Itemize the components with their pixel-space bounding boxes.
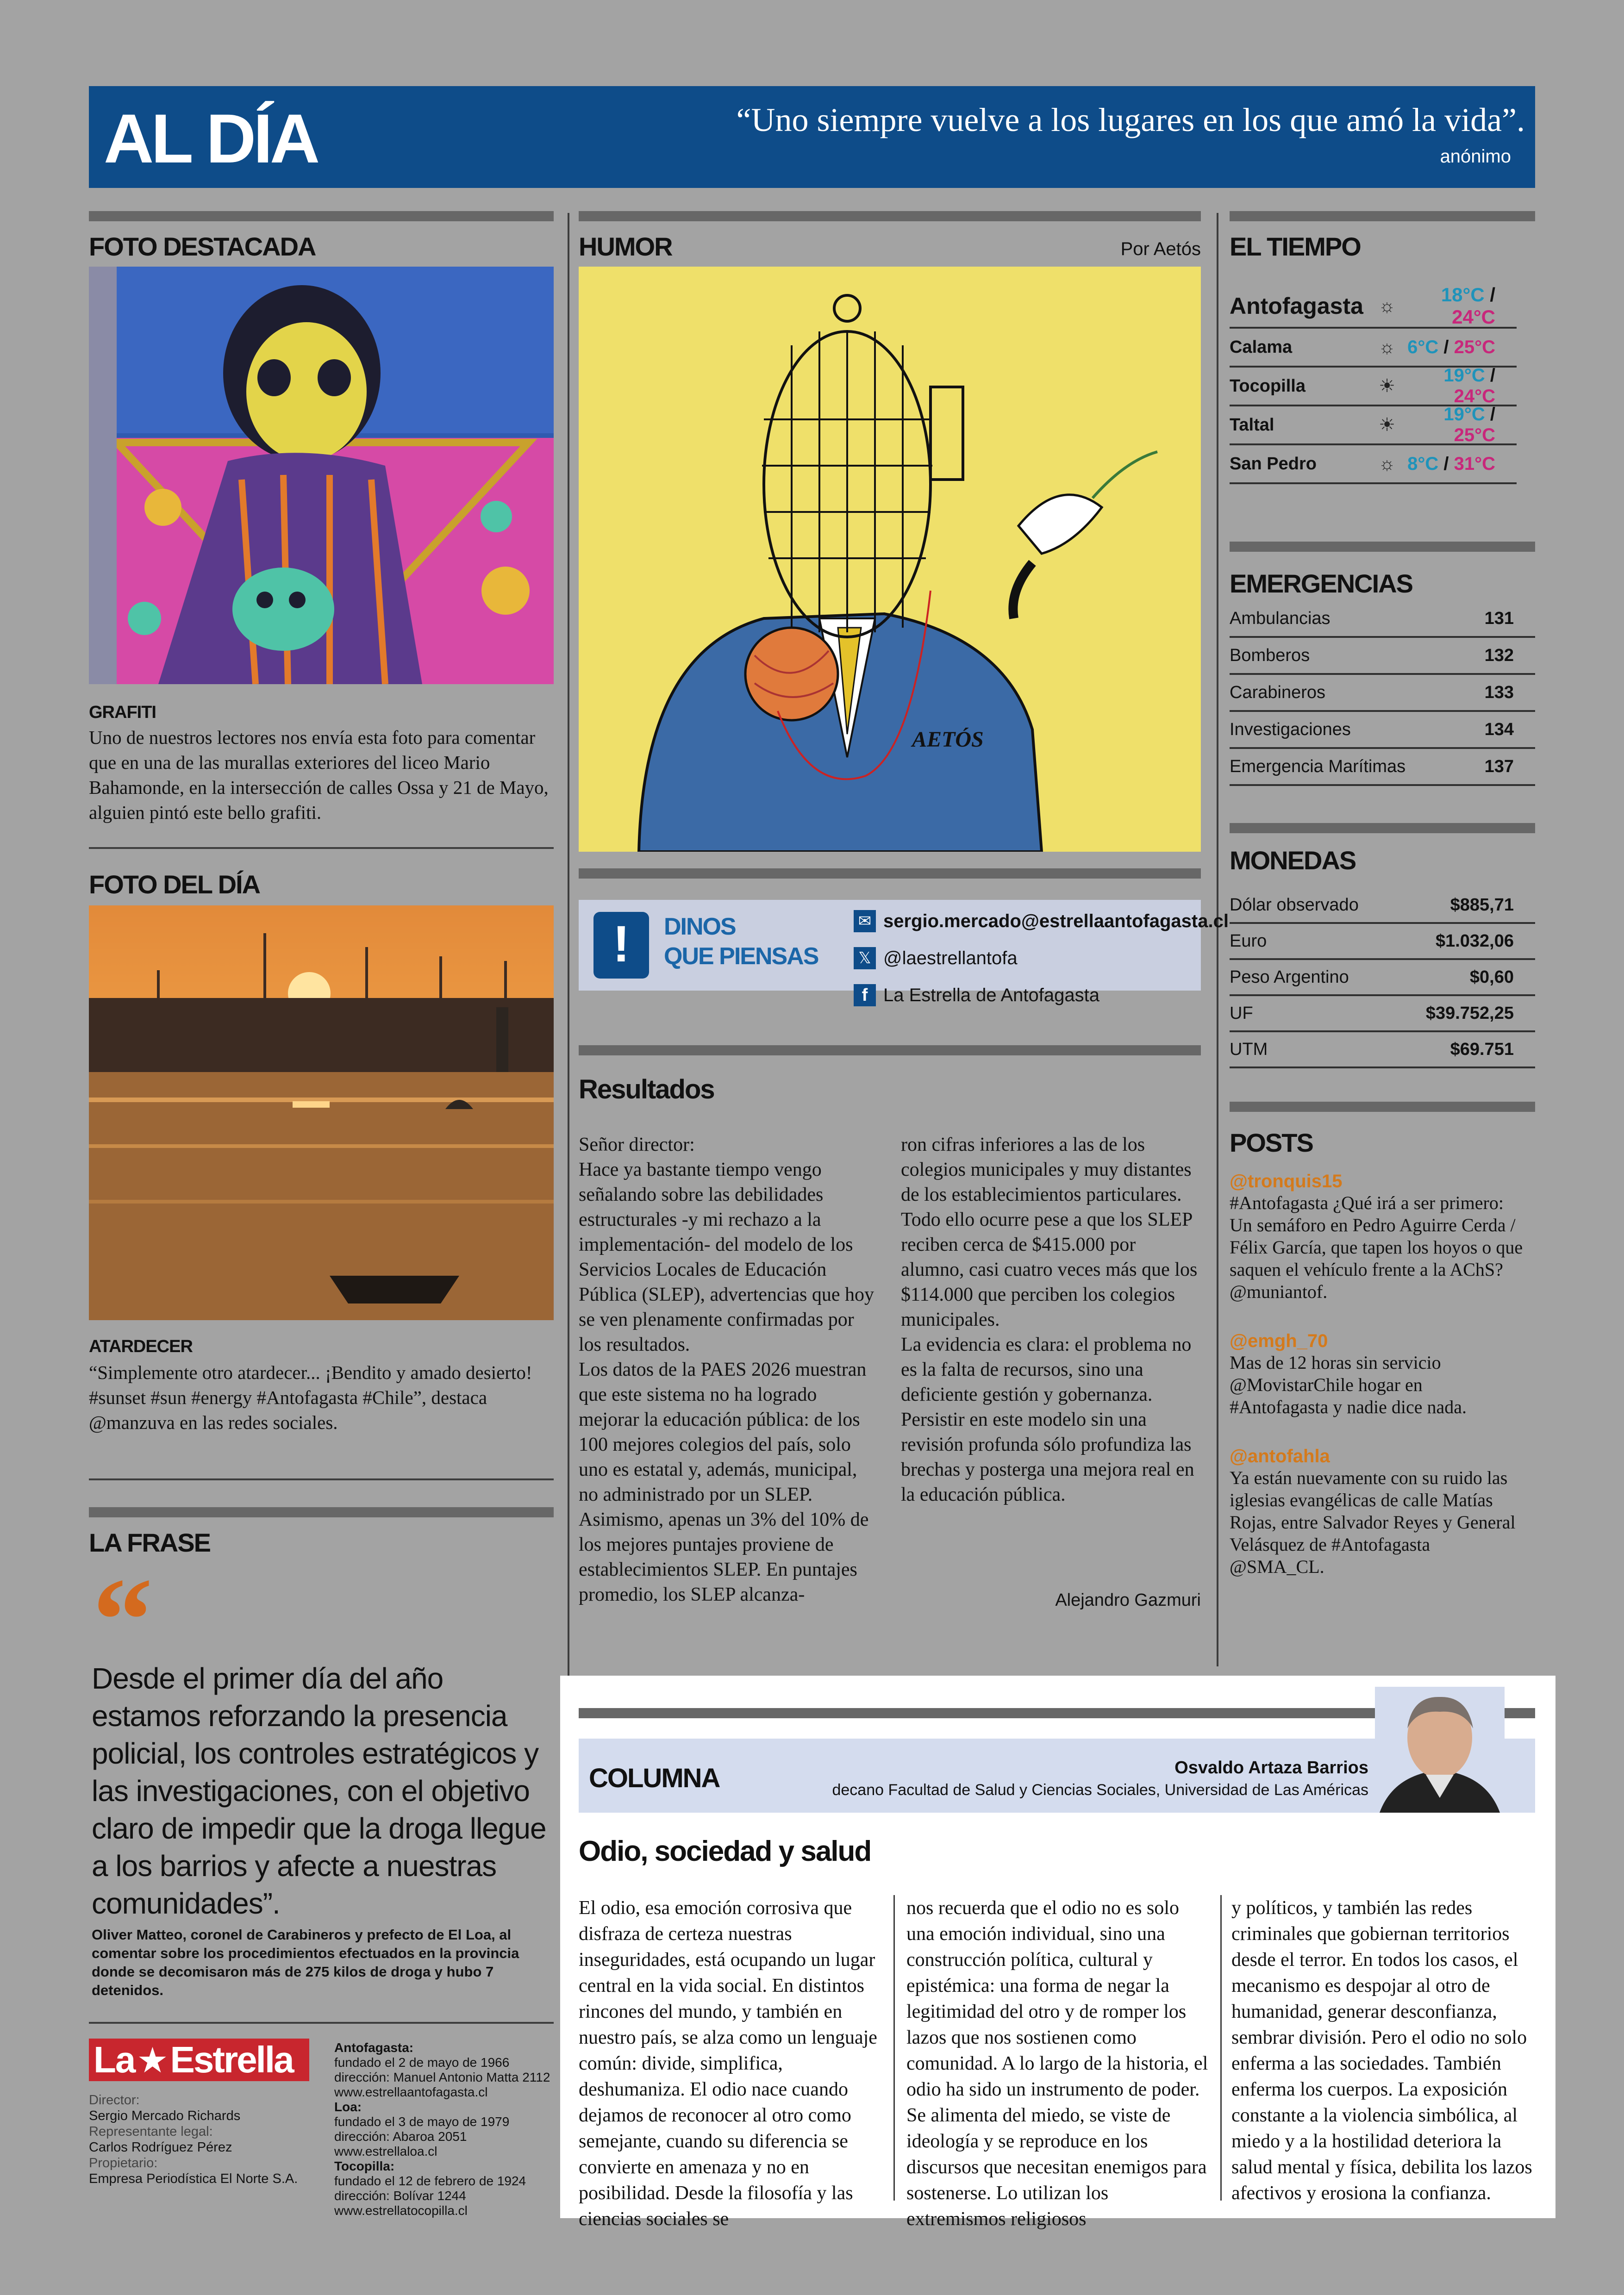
humor-signature: AETÓS (912, 727, 984, 752)
partly-cloudy-icon: ☀ (1379, 415, 1395, 435)
tiempo-row: Antofagasta ☼ 18°C / 24°C (1230, 285, 1517, 329)
dinos-x[interactable]: 𝕏 @laestrellantofa (854, 945, 1229, 971)
post-handle[interactable]: @emgh_70 (1230, 1331, 1328, 1351)
emergencia-row: Carabineros 133 (1230, 675, 1535, 712)
header-quote-author: anónimo (1440, 146, 1511, 167)
tiempo-row: Tocopilla ☀ 19°C / 24°C (1230, 368, 1517, 406)
grafiti-caption-title: GRAFITI (89, 703, 156, 722)
mail-icon: ✉ (854, 910, 876, 932)
sun-icon: ☼ (1378, 337, 1396, 357)
masthead-editions: Antofagasta: fundado el 2 de mayo de 1966 dirección: Manuel Antonio Matta 2112 www.estrellaantofagasta.cl Loa: fundado el 3 de mayo de 1979 dirección: Abaroa 2051 www.estrellaloa.cl Tocopilla: fundado el 12 de febrero de 1924 dirección: Bolívar 1244 www.estrellatocopilla.cl (334, 2040, 550, 2218)
posts-list (1230, 1171, 1526, 1578)
columna-col-3: y políticos, y también las redes criminales que gobiernan territorios desde el terror. En todos los casos, el mecanismo es despojar al otro de humanidad, generar desconfianza, sembrar división. Pero el odio no solo enferma a las sociedades. También enferma los cuerpos. La exposición constante a la violencia simbólica, al miedo y a la hostilidad deteriora la salud mental y física, debilita los lazos afectivos y erosiona la confianza. (1231, 1897, 1532, 2204)
humor-heading: HUMOR (579, 232, 672, 261)
masthead-credits: Director: Sergio Mercado Richards Representante legal: Carlos Rodríguez Pérez Propietario: Empresa Periodística El Norte S.A. (89, 2093, 298, 2186)
humor-byline: Por Aetós (1120, 239, 1201, 259)
quote-mark-icon: “ (93, 1553, 153, 1687)
x-icon: 𝕏 (854, 947, 876, 969)
post-handle[interactable]: @antofahla (1230, 1446, 1330, 1466)
post-handle[interactable]: @tronquis15 (1230, 1171, 1343, 1191)
moneda-row: Peso Argentino $0,60 (1230, 960, 1535, 996)
facebook-icon: f (854, 984, 876, 1006)
atardecer-photo (89, 905, 554, 1320)
resultados-author: Alejandro Gazmuri (1055, 1590, 1201, 1610)
columna-role: decano Facultad de Salud y Ciencias Sociales, Universidad de Las Américas (832, 1781, 1368, 1799)
star-icon: ★ (137, 2040, 169, 2080)
columna-label: COLUMNA (589, 1763, 720, 1793)
dinos-email[interactable]: ✉ sergio.mercado@estrellaantofagasta.cl (854, 908, 1229, 934)
section-title: AL DÍA (104, 100, 318, 177)
post-item: @emgh_70 Mas de 12 horas sin servicio @MovistarChile hogar en #Antofagasta y nadie dice nada. (1230, 1331, 1526, 1418)
foto-del-dia-heading: FOTO DEL DÍA (89, 870, 260, 899)
post-item: @antofahla Ya están nuevamente con su ruido las iglesias evangélicas de calle Matías Rojas, entre Salvador Reyes y General Velásquez de #Antofagasta @SMA_CL. (1230, 1446, 1526, 1578)
emergencia-row: Ambulancias 131 (1230, 601, 1535, 638)
logo-estrella: Estrella (170, 2039, 293, 2080)
columnist-photo (1375, 1687, 1505, 1813)
estrella-logo (89, 2039, 309, 2081)
sun-icon: ☼ (1378, 295, 1396, 316)
atardecer-caption: “Simplemente otro atardecer... ¡Bendito y amado desierto! #sunset #sun #energy #Antofagasta #Chile”, destaca @manzuva en las redes sociales. (89, 1362, 532, 1433)
tiempo-table (1230, 285, 1517, 489)
dinos-title-1: DINOS (664, 913, 736, 940)
tiempo-row: Calama ☼ 6°C / 25°C (1230, 329, 1517, 368)
grafiti-photo (89, 267, 554, 684)
resultados-col-2: ron cifras inferiores a las de los colegios municipales y muy distantes de los establecimientos particulares. Todo ello ocurre pese a que los SLEP reciben cerca de $415.000 por alumno, casi cuatro veces más que los $114.000 que perciben los colegios municipales. La evidencia es clara: el problema no es la falta de recursos, sino una deficiente gestión y gobernanza. Persistir en este modelo sin una revisión profunda sólo profundiza las brechas y posterga una mejora real en la educación pública. (901, 1134, 1198, 1505)
columna-author: Osvaldo Artaza Barrios (1174, 1758, 1368, 1777)
foto-destacada-heading: FOTO DESTACADA (89, 232, 316, 261)
dinos-contacts (854, 908, 1229, 1008)
tiempo-heading: EL TIEMPO (1230, 232, 1361, 261)
frase-attribution: Oliver Matteo, coronel de Carabineros y prefecto de El Loa, al comentar sobre los procedimientos efectuados en la provincia donde se decomisaron más de 275 kilos de droga y hubo 7 detenidos. (92, 1927, 519, 1998)
emergencias-heading: EMERGENCIAS (1230, 569, 1412, 598)
post-item: @tronquis15 #Antofagasta ¿Qué irá a ser primero: Un semáforo en Pedro Aguirre Cerda / Félix García, que tapen los hoyos o que saquen el vehículo frente a la AChS? @muniantof. (1230, 1171, 1526, 1303)
exclamation-icon: ! (593, 912, 649, 979)
moneda-row: UTM $69.751 (1230, 1032, 1535, 1068)
humor-cartoon (579, 267, 1201, 852)
section-header (89, 86, 1535, 188)
dinos-title-2: QUE PIENSAS (664, 943, 818, 970)
header-quote: “Uno siempre vuelve a los lugares en los que amó la vida”. (736, 101, 1525, 138)
monedas-table (1230, 888, 1535, 1073)
moneda-row: UF $39.752,25 (1230, 996, 1535, 1032)
frase-quote: Desde el primer día del año estamos reforzando la presencia policial, los controles estratégicos y las investigaciones, con el objetivo claro de impedir que la droga llegue a los barrios y afecte a nuestras comunidades”. (92, 1662, 546, 1920)
la-frase-heading: LA FRASE (89, 1528, 210, 1557)
sun-icon: ☼ (1378, 453, 1396, 474)
emergencia-row: Bomberos 132 (1230, 638, 1535, 675)
atardecer-caption-title: ATARDECER (89, 1337, 193, 1356)
columna-title: Odio, sociedad y salud (579, 1835, 871, 1867)
moneda-row: Dólar observado $885,71 (1230, 888, 1535, 924)
tiempo-row: Taltal ☀ 19°C / 25°C (1230, 406, 1517, 445)
tiempo-row: San Pedro ☼ 8°C / 31°C (1230, 445, 1517, 484)
resultados-col-1: Señor director: Hace ya bastante tiempo vengo señalando sobre las debilidades estructurales -y mi rechazo a la implementación- del modelo de los Servicios Locales de Educación Pública (SLEP), advertencias que hoy se ven plenamente confirmadas por los resultados. Los datos de la PAES 2026 muestran que este sistema no ha logrado mejorar la educación pública: de los 100 mejores colegios del país, solo uno es estatal y, además, municipal, no administrado por un SLEP. Asimismo, apenas un 3% del 10% de los mejores puntajes proviene de establecimientos SLEP. En puntajes promedio, los SLEP alcanza- (579, 1134, 874, 1605)
monedas-heading: MONEDAS (1230, 846, 1356, 875)
emergencia-row: Emergencia Marítimas 137 (1230, 749, 1535, 786)
columna-col-1: El odio, esa emoción corrosiva que disfraza de certeza nuestras inseguridades, está ocupando un lugar central en la vida social. En distintos rincones del mundo, y también en nuestro país, se alza como un lenguaje común: divide, simplifica, deshumaniza. El odio nace cuando dejamos de reconocer al otro como semejante, cuando su diferencia se convierte en amenaza y no en posibilidad. Desde la filosofía y las ciencias sociales se (579, 1897, 877, 2230)
posts-heading: POSTS (1230, 1128, 1313, 1157)
partly-cloudy-icon: ☀ (1379, 376, 1395, 396)
columna-col-2: nos recuerda que el odio no es solo una emoción individual, sino una construcción política, cultural y epistémica: una forma de negar la legitimidad del otro y de romper los lazos que nos sostienen como comunidad. A lo largo de la historia, el odio ha sido un instrumento de poder. Se alimenta del miedo, se viste de ideología y se reproduce en los discursos que necesitan enemigos para sostenerse. Lo utilizan los extremismos religiosos (906, 1897, 1208, 2230)
grafiti-caption: Uno de nuestros lectores nos envía esta foto para comentar que en una de las murallas exteriores del liceo Mario Bahamonde, en la intersección de calles Ossa y 21 de Mayo, alguien pintó este bello grafiti. (89, 727, 549, 823)
emergencias-table (1230, 601, 1535, 795)
dinos-box (579, 900, 1229, 1005)
resultados-heading: Resultados (579, 1074, 714, 1104)
emergencia-row: Investigaciones 134 (1230, 712, 1535, 749)
moneda-row: Euro $1.032,06 (1230, 924, 1535, 960)
logo-la: La (94, 2039, 135, 2080)
dinos-facebook[interactable]: f La Estrella de Antofagasta (854, 982, 1229, 1008)
